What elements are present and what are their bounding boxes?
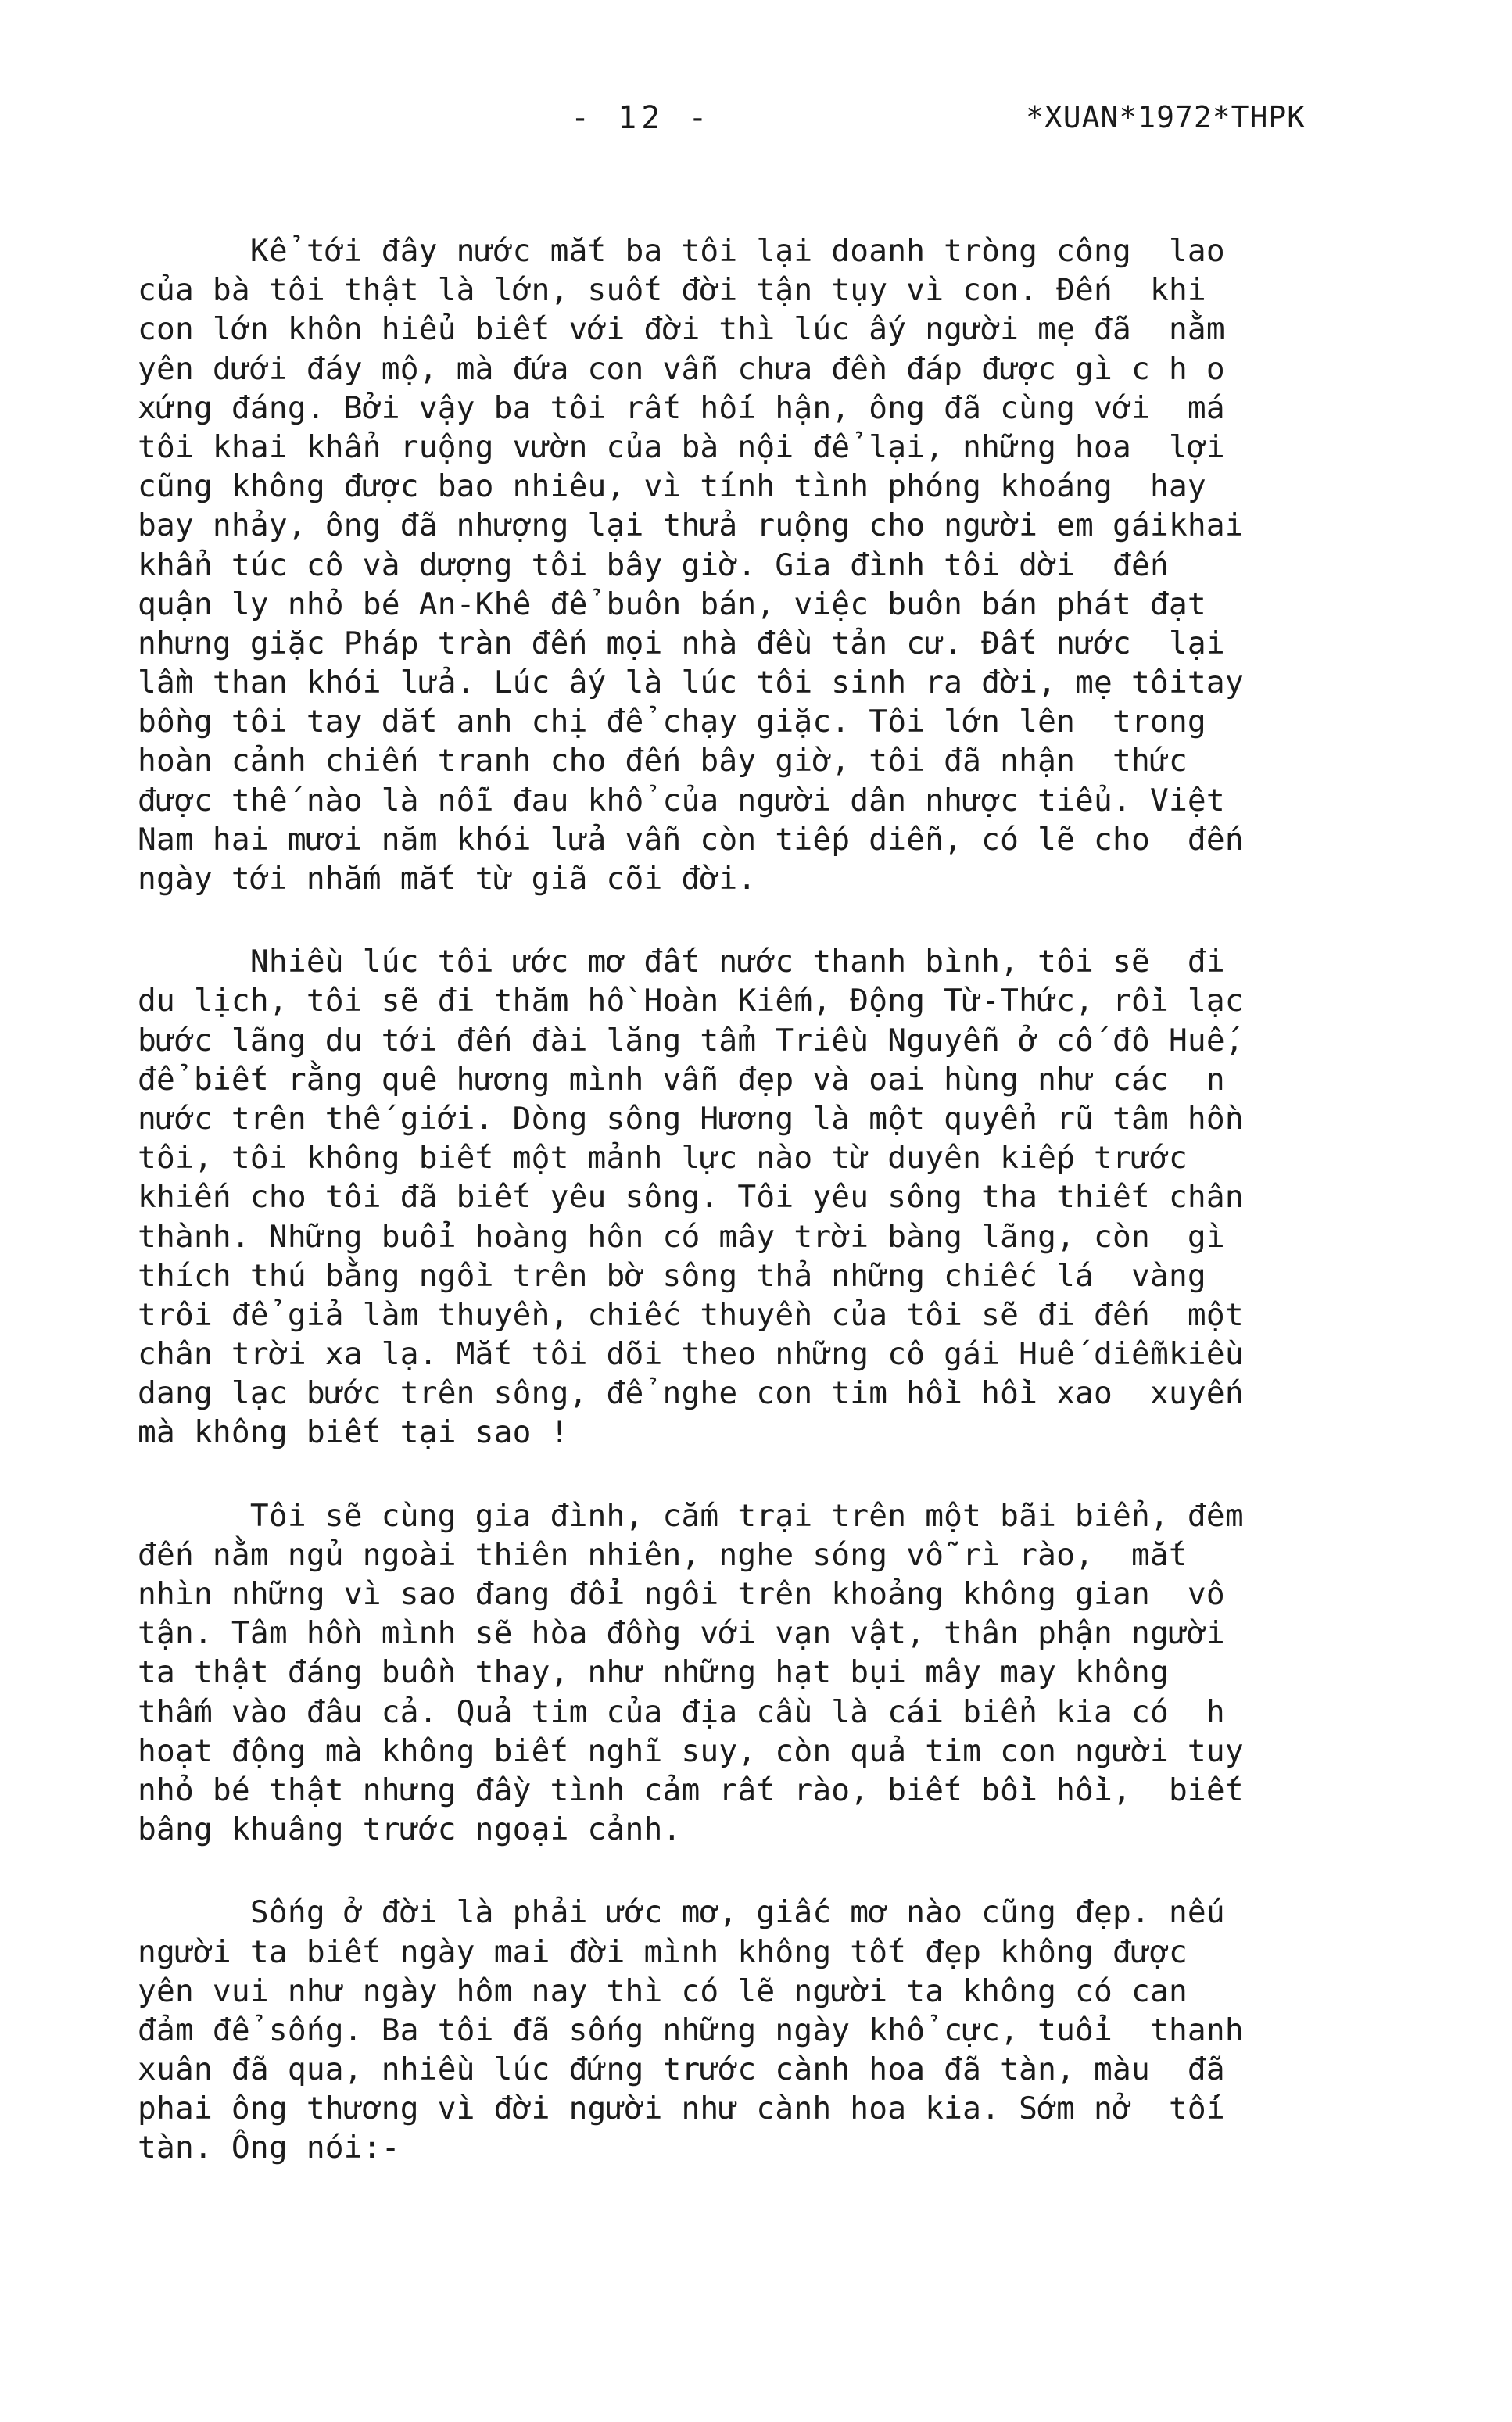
text-line: đảm để sống. Ba tôi đã sống những ngày khổ cực, tuổi thanh [138, 2012, 1244, 2048]
text-line: phai ông thương vì đời người như cành hoa kia. Sớm nở tối [138, 2091, 1225, 2127]
text-line: khiến cho tôi đã biết yêu sông. Tôi yêu sông tha thiết chân [138, 1179, 1244, 1216]
text-line: thích thú bằng ngồi trên bờ sông thả những chiếc lá vàng [138, 1257, 1206, 1294]
text-line: tàn. Ông nói:- [138, 2130, 400, 2166]
text-line: tận. Tâm hồn mình sẽ hòa đồng với vạn vật, thân phận người [138, 1615, 1225, 1652]
text-line: tôi, tôi không biết một mảnh lực nào từ duyên kiếp trước [138, 1140, 1188, 1177]
text-line: thành. Những buổi hoàng hôn có mây trời bàng lãng, còn gì [138, 1218, 1225, 1255]
body-text [138, 231, 1326, 2212]
text-line: thấm vào đâu cả. Quả tim của địa cầu là cái biển kia có h [138, 1693, 1225, 1730]
text-line: bồng tôi tay dắt anh chị để chạy giặc. Tôi lớn lên trong [138, 704, 1206, 740]
text-line: yên dưới đáy mộ, mà đứa con vẫn chưa đền đáp được gì c h o [138, 350, 1225, 387]
text-line: hoạt động mà không biết nghĩ suy, còn quả tim con người tuy [138, 1732, 1244, 1769]
text-line: nhìn những vì sao đang đổi ngôi trên khoảng không gian vô [138, 1576, 1225, 1612]
text-line: cũng không được bao nhiêu, vì tính tình phóng khoáng hay [138, 468, 1206, 505]
text-line: con lớn khôn hiểu biết với đời thì lúc ấy người mẹ đã nằm [138, 311, 1225, 348]
text-line: hoàn cảnh chiến tranh cho đến bây giờ, tôi đã nhận thức [138, 743, 1188, 779]
text-line: quận ly nhỏ bé An-Khê để buôn bán, việc buôn bán phát đạt [138, 586, 1206, 622]
text-line: ta thật đáng buồn thay, như những hạt bụi mây may không [138, 1654, 1169, 1691]
text-line: mà không biết tại sao ! [138, 1414, 569, 1451]
paragraph-3 [138, 1496, 1326, 1850]
text-line: Kể tới đây nước mắt ba tôi lại doanh tròng công lao [138, 233, 1225, 269]
text-line: tôi khai khẩn ruộng vườn của bà nội để lại, những hoa lợi [138, 428, 1225, 465]
text-line: khẩn túc cô và dượng tôi bây giờ. Gia đình tôi dời đến [138, 546, 1169, 583]
paragraph-1 [138, 231, 1326, 898]
text-line: nước trên thế giới. Dòng sông Hương là một quyển rũ tâm hồn [138, 1100, 1244, 1137]
text-line: ngày tới nhắm mắt từ giã cõi đời. [138, 861, 757, 897]
text-line: trôi để giả làm thuyền, chiếc thuyền của tôi sẽ đi đến một [138, 1296, 1244, 1333]
text-line: Tôi sẽ cùng gia đình, cắm trại trên một bãi biển, đêm [138, 1497, 1244, 1534]
text-line: xuân đã qua, nhiều lúc đứng trước cành hoa đã tàn, màu đã [138, 2051, 1225, 2088]
text-line: bâng khuâng trước ngoại cảnh. [138, 1811, 682, 1848]
text-line: nhưng giặc Pháp tràn đến mọi nhà đều tản cư. Đất nước lại [138, 625, 1225, 661]
text-line: để biết rằng quê hương mình vẫn đẹp và oai hùng như các n [138, 1061, 1225, 1098]
text-line: Sống ở đời là phải ước mơ, giấc mơ nào cũng đẹp. nếu [138, 1894, 1225, 1931]
text-line: Nam hai mươi năm khói lửa vẫn còn tiếp diễn, có lẽ cho đến [138, 821, 1244, 858]
text-line: bay nhảy, ông đã nhượng lại thửa ruộng cho người em gáikhai [138, 507, 1244, 544]
running-head: *XUAN*1972*THPK [1026, 100, 1306, 134]
text-line: yên vui như ngày hôm nay thì có lẽ người ta không có can [138, 1972, 1188, 2009]
text-line: nhỏ bé thật nhưng đầy tình cảm rất rào, biết bồi hồi, biết [138, 1772, 1244, 1808]
text-line: xứng đáng. Bởi vậy ba tôi rất hối hận, ông đã cùng với má [138, 389, 1225, 426]
text-line: của bà tôi thật là lớn, suốt đời tận tụy vì con. Đến khi [138, 272, 1206, 309]
text-line: Nhiều lúc tôi ước mơ đất nước thanh bình, tôi sẽ đi [138, 944, 1225, 980]
text-line: bước lãng du tới đến đài lăng tẩm Triều Nguyễn ở cố đô Huế, [138, 1022, 1244, 1059]
text-line: dang lạc bước trên sông, để nghe con tim hồi hồi xao xuyến [138, 1375, 1244, 1412]
page-header [0, 100, 1512, 147]
paragraph-2 [138, 942, 1326, 1452]
page-number: - 12 - [571, 100, 712, 136]
text-line: chân trời xa lạ. Mắt tôi dõi theo những cô gái Huế diễmkiều [138, 1336, 1244, 1373]
text-line: du lịch, tôi sẽ đi thăm hồ Hoàn Kiếm, Động Từ-Thức, rồi lạc [138, 983, 1244, 1019]
text-line: lầm than khói lửa. Lúc ấy là lúc tôi sinh ra đời, mẹ tôitay [138, 665, 1244, 701]
text-line: đến nằm ngủ ngoài thiên nhiên, nghe sóng vỗ rì rào, mắt [138, 1536, 1188, 1573]
text-line: người ta biết ngày mai đời mình không tốt đẹp không được [138, 1933, 1188, 1970]
paragraph-4 [138, 1893, 1326, 2167]
text-line: được thế nào là nỗi đau khổ của người dân nhược tiểu. Việt [138, 782, 1225, 819]
